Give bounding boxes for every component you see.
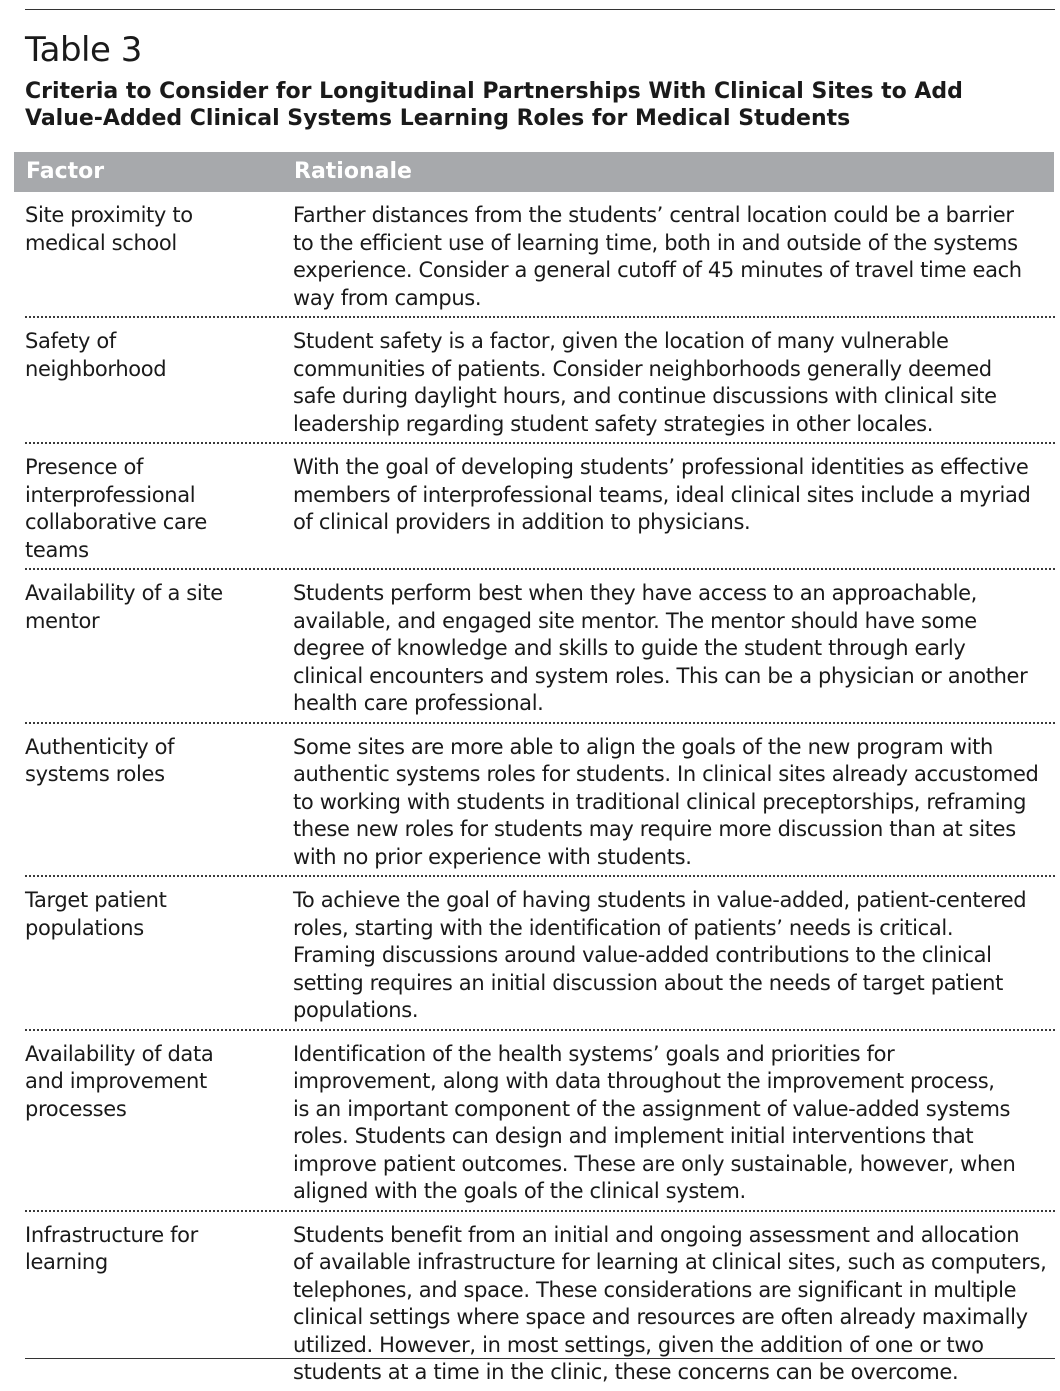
factor-line: medical school — [25, 230, 177, 255]
table-title-line: Value-Added Clinical Systems Learning Roles for Medical Students — [25, 106, 851, 131]
rationale-line: students at a time in the clinic, these concerns can be overcome. — [293, 1360, 959, 1384]
rationale-cell — [293, 328, 1055, 438]
rationale-line: is an important component of the assignment of value-added systems — [293, 1096, 1011, 1121]
factor-cell — [25, 734, 293, 872]
rationale-line: telephones, and space. These considerations are significant in multiple — [293, 1277, 1017, 1302]
rationale-line: Students benefit from an initial and ongoing assessment and allocation — [293, 1222, 1020, 1247]
factor-line: Authenticity of — [25, 734, 175, 759]
rationale-line: With the goal of developing students’ professional identities as effective — [293, 455, 1029, 479]
rationale-line: To achieve the goal of having students in value-added, patient-centered — [293, 888, 1027, 912]
rationale-line: members of interprofessional teams, ideal clinical sites include a myriad — [293, 482, 1031, 507]
rationale-cell — [293, 580, 1055, 718]
table-row — [25, 454, 1055, 570]
factor-line: collaborative care — [25, 510, 207, 534]
rationale-cell — [293, 202, 1055, 312]
rationale-line: clinical encounters and system roles. This can be a physician or another — [293, 663, 1028, 688]
factor-cell — [25, 580, 293, 718]
rationale-line: utilized. However, in most settings, given the addition of one or two — [293, 1332, 984, 1357]
factor-line: interprofessional — [25, 482, 196, 507]
rationale-line: to working with students in traditional clinical preceptorships, reframing — [293, 789, 1027, 814]
table-header — [14, 152, 1054, 192]
factor-cell — [25, 887, 293, 1025]
rationale-line: with no prior experience with students. — [293, 844, 692, 869]
rationale-cell — [293, 887, 1055, 1025]
table-row — [25, 887, 1055, 1031]
table-row — [25, 202, 1055, 318]
factor-cell — [25, 328, 293, 438]
factor-line: Target patient — [25, 888, 167, 912]
factor-line: Site proximity to — [25, 203, 193, 227]
rationale-cell — [293, 454, 1055, 564]
factor-line: Availability of data — [25, 1041, 214, 1066]
factor-line: neighborhood — [25, 356, 167, 381]
rationale-line: degree of knowledge and skills to guide the student through early — [293, 636, 966, 660]
rationale-line: improve patient outcomes. These are only sustainable, however, when — [293, 1151, 1016, 1176]
rationale-line: Farther distances from the students’ central location could be a barrier — [293, 203, 1014, 227]
rationale-line: populations. — [293, 998, 419, 1022]
factor-line: learning — [25, 1250, 108, 1274]
rationale-line: roles, starting with the identification of patients’ needs is critical. — [293, 915, 954, 940]
table-row — [25, 580, 1055, 724]
rationale-line: roles. Students can design and implement initial interventions that — [293, 1124, 974, 1148]
factor-line: Availability of a site — [25, 581, 223, 605]
table-title-line: Criteria to Consider for Longitudinal Partnerships With Clinical Sites to Add — [25, 79, 963, 104]
rationale-line: Identification of the health systems’ goals and priorities for — [293, 1041, 895, 1066]
rationale-line: available, and engaged site mentor. The mentor should have some — [293, 608, 977, 633]
rationale-line: of clinical providers in addition to physicians. — [293, 510, 751, 534]
factor-line: systems roles — [25, 762, 165, 786]
factor-line: teams — [25, 537, 89, 562]
rationale-line: improvement, along with data throughout the improvement process, — [293, 1069, 995, 1093]
rationale-line: safe during daylight hours, and continue discussions with clinical site — [293, 384, 997, 408]
column-header-factor: Factor — [26, 159, 105, 184]
table-title — [25, 78, 1045, 132]
rationale-line: leadership regarding student safety strategies in other locales. — [293, 411, 934, 436]
rationale-line: way from campus. — [293, 285, 482, 310]
table-row — [25, 328, 1055, 444]
bottom-rule — [25, 1358, 1055, 1359]
factor-line: populations — [25, 915, 144, 940]
rationale-line: authentic systems roles for students. In clinical sites already accustomed — [293, 762, 1039, 786]
rationale-line: setting requires an initial discussion about the needs of target patient — [293, 970, 1004, 995]
factor-cell — [25, 1041, 293, 1206]
rationale-line: communities of patients. Consider neighborhoods generally deemed — [293, 356, 992, 381]
factor-line: processes — [25, 1096, 127, 1121]
rationale-line: Framing discussions around value-added contributions to the clinical — [293, 943, 992, 967]
factor-line: and improvement — [25, 1069, 207, 1093]
rationale-line: these new roles for students may require more discussion than at sites — [293, 817, 1016, 841]
column-header-rationale: Rationale — [294, 159, 412, 184]
top-rule — [25, 9, 1055, 10]
rationale-line: clinical settings where space and resources are often already maximally — [293, 1305, 1028, 1329]
rationale-line: Student safety is a factor, given the location of many vulnerable — [293, 329, 949, 353]
rationale-line: of available infrastructure for learning at clinical sites, such as computers, — [293, 1250, 1047, 1274]
rationale-line: to the efficient use of learning time, both in and outside of the systems — [293, 230, 1018, 255]
factor-cell — [25, 454, 293, 564]
factor-cell — [25, 1222, 293, 1387]
factor-line: Infrastructure for — [25, 1222, 198, 1247]
table-row — [25, 1041, 1055, 1212]
rationale-cell — [293, 734, 1055, 872]
table-label: Table 3 — [25, 30, 142, 70]
factor-line: Safety of — [25, 329, 116, 353]
rationale-line: Some sites are more able to align the goals of the new program with — [293, 734, 993, 759]
rationale-line: Students perform best when they have access to an approachable, — [293, 581, 977, 605]
factor-line: mentor — [25, 608, 100, 633]
rationale-cell — [293, 1041, 1055, 1206]
factor-cell — [25, 202, 293, 312]
factor-line: Presence of — [25, 455, 144, 479]
table-body — [25, 202, 1055, 1391]
rationale-line: experience. Consider a general cutoff of 45 minutes of travel time each — [293, 258, 1022, 282]
table-row — [25, 734, 1055, 878]
rationale-cell — [293, 1222, 1055, 1387]
rationale-line: aligned with the goals of the clinical system. — [293, 1179, 746, 1203]
table-row — [25, 1222, 1055, 1391]
rationale-line: health care professional. — [293, 691, 544, 715]
